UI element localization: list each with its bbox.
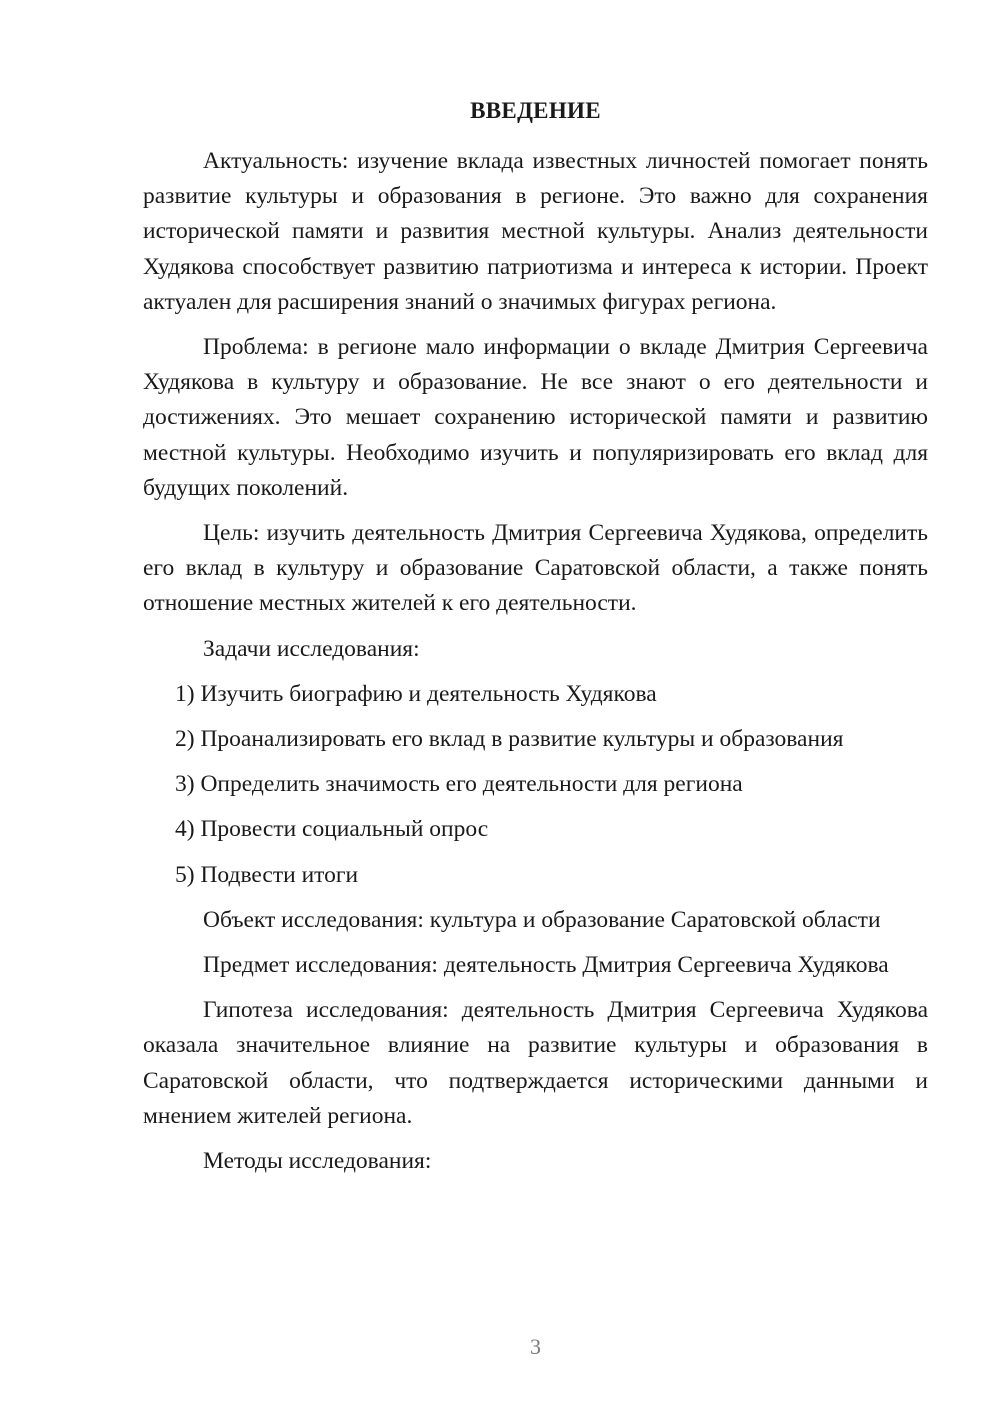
methods-heading: Методы исследования: (203, 1148, 432, 1175)
tasks-list (143, 677, 928, 893)
document-body (143, 144, 928, 1189)
page-number: 3 (530, 1334, 541, 1359)
list-item: 5) Подвести итоги (175, 861, 359, 888)
paragraph-object: Объект исследования: культура и образование Саратовской области (203, 906, 881, 933)
tasks-heading: Задачи исследования: (203, 635, 420, 662)
list-item: 4) Провести социальный опрос (175, 816, 489, 843)
document-page (143, 0, 928, 1414)
list-item: 2) Проанализировать его вклад в развитие культуры и образования (175, 726, 844, 753)
list-item: 3) Определить значимость его деятельности для региона (175, 771, 743, 798)
paragraph-problem: Проблема: в регионе мало информации о вкладе Дмитрия Сергеевича Худякова в культуру и образование. Не все знают о его деятельности и достижениях. Это мешает сохранению исторической памяти и развитию местной культуры. Необходимо изучить и популяризировать его вклад для будущих поколений. (143, 334, 928, 501)
paragraph-relevance: Актуальность: изучение вклада известных личностей помогает понять развитие культуры и образования в регионе. Это важно для сохранения исторической памяти и развития местной культуры. Анализ деятельности Худякова способствует развитию патриотизма и интереса к истории. Проект актуален для расширения знаний о значимых фигурах региона. (143, 148, 928, 315)
paragraph-subject: Предмет исследования: деятельность Дмитрия Сергеевича Худякова (203, 952, 889, 979)
list-item: 1) Изучить биографию и деятельность Худякова (175, 680, 657, 707)
paragraph-goal: Цель: изучить деятельность Дмитрия Сергеевича Худякова, определить его вклад в культуру и образование Саратовской области, а также понять отношение местных жителей к его деятельности. (143, 520, 928, 617)
page-title: ВВЕДЕНИЕ (470, 98, 601, 123)
paragraph-hypothesis: Гипотеза исследования: деятельность Дмитрия Сергеевича Худякова оказала значительное влияние на развитие культуры и образования в Саратовской области, что подтверждается историческими данными и мнением жителей региона. (143, 997, 928, 1129)
